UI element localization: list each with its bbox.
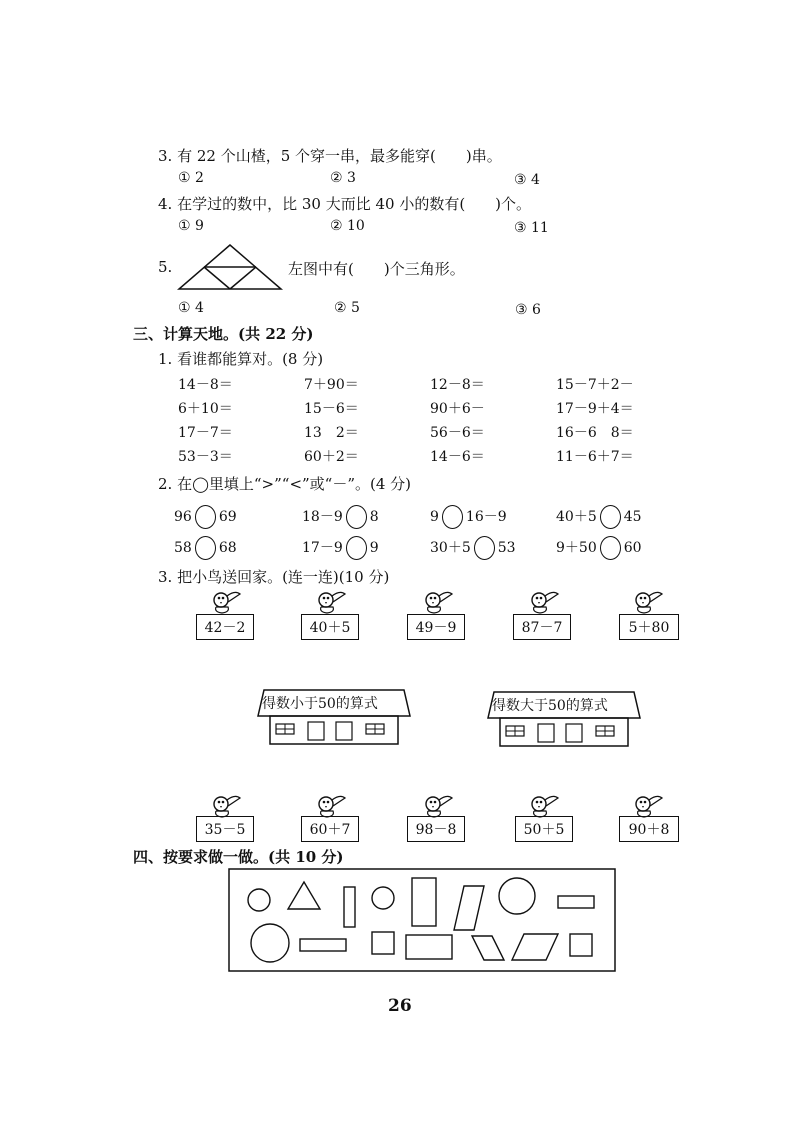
calc-r4-c1: 53－3＝ — [178, 449, 233, 465]
house-right-label: 得数大于50的算式 — [492, 698, 608, 714]
compare-circle[interactable] — [195, 505, 216, 529]
calc-r1-c2: 7＋90＝ — [304, 377, 359, 393]
bird-icon — [210, 792, 242, 818]
q5-option-3: ③ 6 — [515, 302, 541, 318]
calc-r4-c2: 60＋2＝ — [304, 449, 359, 465]
calc-r2-c1: 6＋10＝ — [178, 401, 233, 417]
bird-card[interactable]: 60＋7 — [301, 816, 359, 842]
q4-option-2: ② 10 — [330, 218, 365, 234]
bird-card[interactable]: 87－7 — [513, 614, 571, 640]
section-3-title: 三、计算天地。(共 22 分) — [133, 325, 314, 343]
bird-icon — [528, 792, 560, 818]
q4-option-1: ① 9 — [178, 218, 204, 234]
compare-r2-c4: 9＋50 60 — [556, 536, 642, 560]
calc-r3-c2: 13 2＝ — [304, 425, 359, 441]
compare-r1-c3: 9 16－9 — [430, 505, 507, 529]
shape-circle — [499, 878, 535, 914]
calc-r2-c3: 90＋6－ — [430, 401, 485, 417]
question-4: 4. 在学过的数中，比 30 大而比 40 小的数有( )个。 — [158, 195, 532, 213]
compare-r2-c2: 17－9 9 — [302, 536, 379, 560]
shape-rhombus — [512, 934, 558, 960]
q3-option-1: ① 2 — [178, 170, 204, 186]
calc-r4-c3: 14－6＝ — [430, 449, 485, 465]
compare-r2-c3: 30＋5 53 — [430, 536, 516, 560]
calc-r3-c1: 17－7＝ — [178, 425, 233, 441]
compare-circle[interactable] — [346, 505, 367, 529]
compare-circle[interactable] — [474, 536, 495, 560]
shape-rectangle — [412, 878, 436, 926]
shape-circle — [372, 887, 394, 909]
bird-icon — [315, 588, 347, 614]
part-1-title: 1. 看谁都能算对。(8 分) — [158, 350, 324, 368]
bird-card[interactable]: 49－9 — [407, 614, 465, 640]
calc-r1-c3: 12－8＝ — [430, 377, 485, 393]
calc-r1-c4: 15－7＋2－ — [556, 377, 634, 393]
shape-circle — [248, 889, 270, 911]
bird-card[interactable]: 50＋5 — [515, 816, 573, 842]
house-left-label: 得数小于50的算式 — [262, 696, 378, 712]
q5-option-1: ① 4 — [178, 300, 204, 316]
shape-circle — [251, 924, 289, 962]
question-5: 左图中有( )个三角形。 — [288, 260, 465, 278]
triangle-figure — [176, 243, 284, 291]
shape-rectangle — [406, 935, 452, 959]
shape-rectangle — [558, 896, 594, 908]
bird-icon — [632, 792, 664, 818]
bird-icon — [315, 792, 347, 818]
bird-icon — [632, 588, 664, 614]
shape-parallelogram — [472, 936, 504, 960]
bird-card[interactable]: 42－2 — [196, 614, 254, 640]
bird-icon — [210, 588, 242, 614]
question-3: 3. 有 22 个山楂，5 个穿一串，最多能穿( )串。 — [158, 147, 502, 165]
calc-r3-c3: 56－6＝ — [430, 425, 485, 441]
bird-icon — [422, 588, 454, 614]
shape-rectangle — [300, 939, 346, 951]
compare-r2-c1: 58 68 — [174, 536, 237, 560]
bird-icon — [422, 792, 454, 818]
compare-circle[interactable] — [346, 536, 367, 560]
compare-circle[interactable] — [600, 536, 621, 560]
compare-r1-c1: 96 69 — [174, 505, 237, 529]
calc-r3-c4: 16－6 8＝ — [556, 425, 634, 441]
q4-option-3: ③ 11 — [514, 220, 549, 236]
bird-card[interactable]: 35－5 — [196, 816, 254, 842]
bird-icon — [528, 588, 560, 614]
calc-r2-c2: 15－6＝ — [304, 401, 359, 417]
calc-r1-c1: 14－8＝ — [178, 377, 233, 393]
section-4-title: 四、按要求做一做。(共 10 分) — [133, 848, 344, 866]
shape-square — [372, 932, 394, 954]
calc-r2-c4: 17－9＋4＝ — [556, 401, 634, 417]
shape-parallelogram — [454, 886, 484, 930]
shapes-panel — [228, 868, 616, 972]
part-2-title: 2. 在◯里填上“>”“<”或“－”。(4 分) — [158, 475, 412, 493]
bird-card[interactable]: 40＋5 — [301, 614, 359, 640]
q3-option-3: ③ 4 — [514, 172, 540, 188]
q5-option-2: ② 5 — [334, 300, 360, 316]
compare-r1-c2: 18－9 8 — [302, 505, 379, 529]
q3-option-2: ② 3 — [330, 170, 356, 186]
compare-circle[interactable] — [442, 505, 463, 529]
question-5-number: 5. — [158, 258, 173, 276]
shape-square — [570, 934, 592, 956]
compare-r1-c4: 40＋5 45 — [556, 505, 642, 529]
shape-triangle — [288, 882, 320, 909]
bird-card[interactable]: 98－8 — [407, 816, 465, 842]
compare-circle[interactable] — [195, 536, 216, 560]
part-3-title: 3. 把小鸟送回家。(连一连)(10 分) — [158, 568, 390, 586]
bird-card[interactable]: 90＋8 — [619, 816, 679, 842]
bird-card[interactable]: 5＋80 — [619, 614, 679, 640]
compare-circle[interactable] — [600, 505, 621, 529]
page-number: 26 — [388, 996, 412, 1016]
shape-rectangle — [344, 887, 355, 927]
calc-r4-c4: 11－6＋7＝ — [556, 449, 634, 465]
